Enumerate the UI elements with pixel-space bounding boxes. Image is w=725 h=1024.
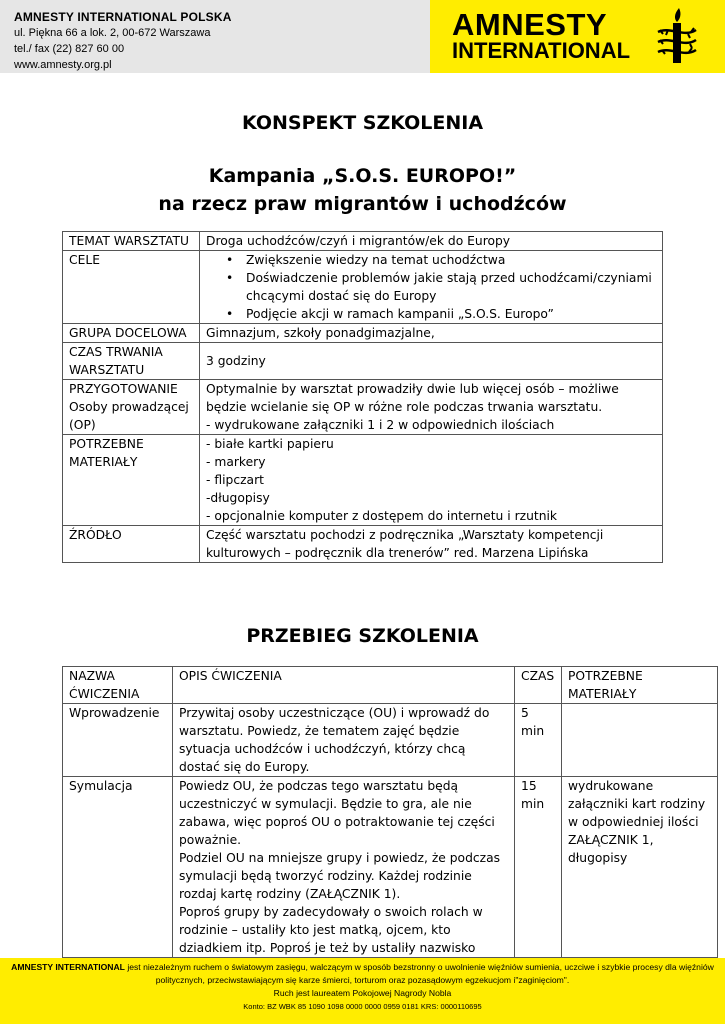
materialy-value (200, 435, 663, 526)
przygotowanie-print-note: - wydrukowane załączniki 1 i 2 w odpowiednich ilościach (206, 418, 555, 432)
table-header-row (63, 667, 718, 704)
table-row (63, 704, 718, 777)
footer-mission-line2: politycznych, przeciwstawiającym się karze śmierci, torturom oraz pozasądowym egzekucjom i"zaginięciom". (155, 975, 570, 985)
table-row (63, 343, 663, 380)
footer-mission-text: jest niezależnym ruchem o światowym zasięgu, walczącym w sposób bezstronny o uwolnienie więźniów sumienia, uczciwe i szybkie procesy dla więźniów (124, 962, 714, 972)
przygotowanie-text: Optymalnie by warsztat prowadziły dwie lub więcej osób – możliwe będzie wcielanie się OP w różne role podczas trwania warsztatu. (206, 382, 619, 414)
logo-line1: AMNESTY (452, 7, 608, 42)
org-website: www.amnesty.org.pl (14, 59, 112, 71)
materialy-label: POTRZEBNE MATERIAŁY (63, 435, 200, 526)
przygotowanie-value (200, 380, 663, 435)
exercise-time: 15 min (515, 777, 562, 958)
org-address: ul. Piękna 66 a lok. 2, 00-672 Warszawa (14, 27, 211, 39)
exercise-name: Symulacja (63, 777, 173, 958)
exercise-description (173, 777, 515, 958)
exercise-materials: wydrukowane załączniki kart rodziny w odpowiedniej ilości ZAŁĄCZNIK 1, długopisy (562, 777, 718, 958)
list-item: - opcjonalnie komputer z dostępem do internetu i rzutnik (206, 509, 558, 523)
org-phone: tel./ fax (22) 827 60 00 (14, 43, 125, 55)
cele-value (200, 251, 663, 324)
table-row (63, 232, 663, 251)
column-header: OPIS ĆWICZENIA (173, 667, 515, 704)
description-paragraph: Powiedz OU, że podczas tego warsztatu będą uczestniczyć w symulacji. Będzie to gra, ale nie zabawa, więc poproś OU o potraktowanie tej części poważnie. (179, 779, 495, 847)
campaign-title-line1: Kampania „S.O.S. EUROPO!” (208, 165, 517, 187)
campaign-title (0, 162, 725, 218)
org-contact-block (14, 9, 232, 73)
goals-list (206, 251, 656, 323)
description-paragraph: Poproś grupy by zadecydowały o swoich rolach w rodzinie – ustaliły kto jest matką, ojcem, kto dziadkiem itp. Poproś je też by ustaliły nazwisko (179, 905, 483, 955)
zrodlo-label: ŹRÓDŁO (63, 526, 200, 563)
exercise-materials (562, 704, 718, 777)
list-item: • Podjęcie akcji w ramach kampanii „S.O.S. Europo” (246, 305, 656, 323)
grupa-value: Gimnazjum, szkoły ponadgimazjalne, (200, 324, 663, 343)
przygotowanie-label: PRZYGOTOWANIE Osoby prowadzącej (OP) (63, 380, 200, 435)
exercise-time: 5 min (515, 704, 562, 777)
workshop-info-table (62, 231, 663, 563)
table-row (63, 435, 663, 526)
description-paragraph: Przywitaj osoby uczestniczące (OU) i wprowadź do warsztatu. Powiedz, że tematem zajęć będzie sytuacja uchodźców i uchodźczyń, którzy chcą dostać się do Europy. (179, 706, 490, 774)
exercise-name: Wprowadzenie (63, 704, 173, 777)
list-item: - białe kartki papieru (206, 437, 334, 451)
czas-label: CZAS TRWANIA WARSZTATU (63, 343, 200, 380)
amnesty-logo (452, 7, 631, 64)
schedule-table (62, 666, 718, 958)
temat-value: Droga uchodźców/czyń i migrantów/ek do Europy (200, 232, 663, 251)
table-row (63, 251, 663, 324)
footer-nobel-note: Ruch jest laureatem Pokojowej Nagrody Nobla (273, 988, 452, 998)
table-row (63, 324, 663, 343)
list-item: - markery (206, 455, 266, 469)
column-header: CZAS (515, 667, 562, 704)
zrodlo-value: Część warsztatu pochodzi z podręcznika „Warsztaty kompetencji kulturowych – podręcznik dla trenerów” red. Marzena Lipińska (200, 526, 663, 563)
footer-banner (0, 958, 725, 1024)
table-row (63, 380, 663, 435)
exercise-description (173, 704, 515, 777)
table-row (63, 526, 663, 563)
page-title: KONSPEKT SZKOLENIA (241, 112, 484, 134)
candle-barbed-wire-icon (652, 6, 702, 68)
footer-bank-info: Konto: BZ WBK 85 1090 1098 0000 0000 0959 0181 KRS: 0000110695 (243, 1002, 482, 1011)
list-item: - flipczart (206, 473, 264, 487)
grupa-label: GRUPA DOCELOWA (63, 324, 200, 343)
temat-label: TEMAT WARSZTATU (63, 232, 200, 251)
section-title: PRZEBIEG SZKOLENIA (246, 625, 479, 647)
czas-value: 3 godziny (200, 343, 663, 380)
campaign-title-line2: na rzecz praw migrantów i uchodźców (158, 193, 567, 215)
list-item: -długopisy (206, 491, 270, 505)
logo-line2: INTERNATIONAL (452, 38, 631, 63)
footer-org-name: AMNESTY INTERNATIONAL (11, 962, 125, 972)
cele-label: CELE (63, 251, 200, 324)
description-paragraph: Podziel OU na mniejsze grupy i powiedz, że podczas symulacji będą tworzyć rodziny. Każdej rodzinie rozdaj kartę rodziny (ZAŁĄCZNIK 1). (179, 851, 501, 901)
list-item: • Zwiększenie wiedzy na temat uchodźctwa (246, 251, 656, 269)
footer-mission-line1 (0, 961, 725, 974)
table-row (63, 777, 718, 958)
column-header: NAZWA ĆWICZENIA (63, 667, 173, 704)
list-item: • Doświadczenie problemów jakie stają przed uchodźcami/czyniami chcącymi dostać się do Europy (246, 269, 656, 305)
column-header: POTRZEBNE MATERIAŁY (562, 667, 718, 704)
org-name: AMNESTY INTERNATIONAL POLSKA (14, 10, 232, 24)
